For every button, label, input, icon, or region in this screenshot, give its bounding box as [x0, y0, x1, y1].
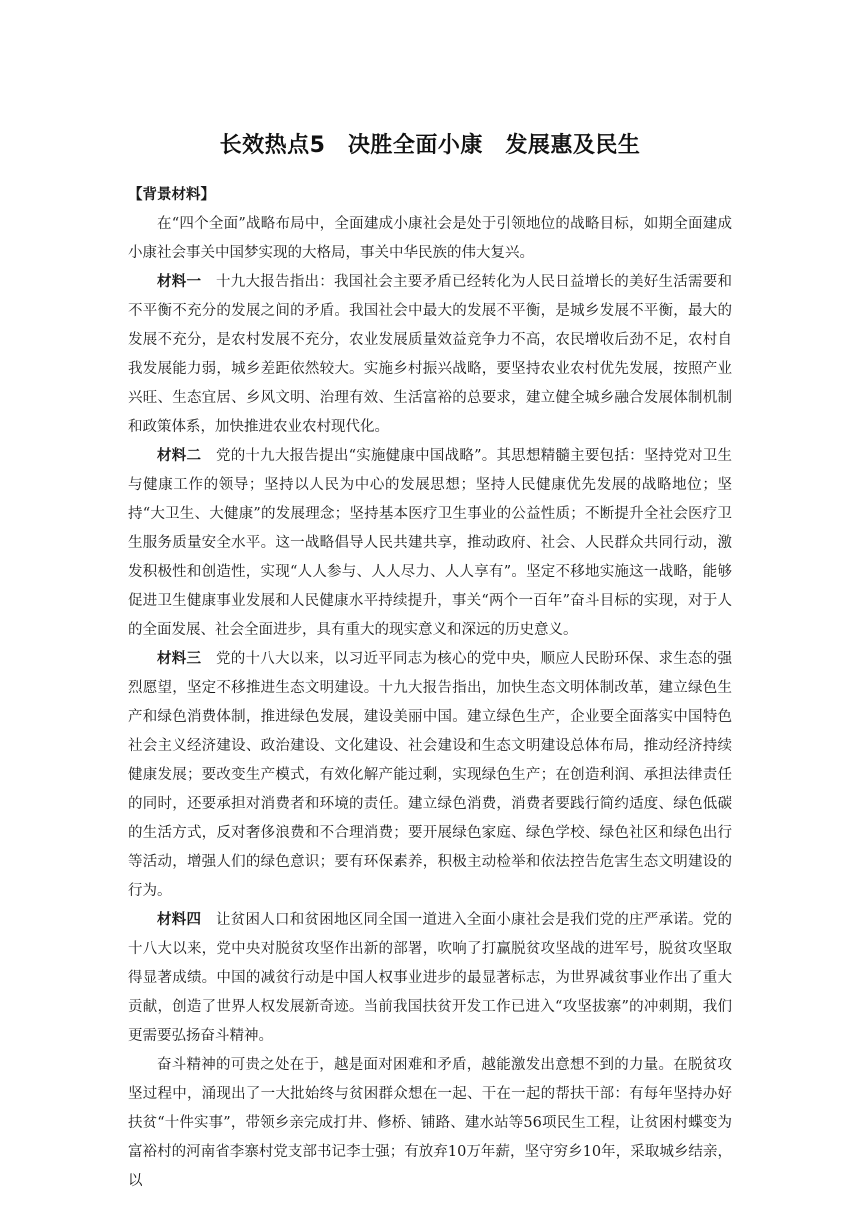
- material-label: 材料三: [157, 651, 216, 667]
- material-text: 党的十八大以来，以习近平同志为核心的党中央，顺应人民盼环保、求生态的强烈愿望，坚定不移推进生态文明建设。十九大报告指出，加快生态文明体制改革，建立绿色生产和绿色消费体制，推进绿色发展，建设美丽中国。建立绿色生产，企业要全面落实中国特色社会主义经济建设、政治建设、文化建设、社会建设和生态文明建设总体布局，推动经济持续健康发展；要改变生产模式，有效化解产能过剩，实现绿色生产；在创造利润、承担法律责任的同时，还要承担对消费者和环境的责任。建立绿色消费，消费者要践行简约适度、绿色低碳的生活方式，反对奢侈浪费和不合理消费；要开展绿色家庭、绿色学校、绿色社区和绿色出行等活动，增强人们的绿色意识；要有环保素养，积极主动检举和依法控告危害生态文明建设的行为。: [128, 651, 732, 899]
- page-title: 长效热点5 决胜全面小康 发展惠及民生: [219, 133, 641, 158]
- material-paragraph-4: [128, 906, 732, 1051]
- closing-paragraph: 奋斗精神的可贵之处在于，越是面对困难和矛盾，越能激发出意想不到的力量。在脱贫攻坚过程中，涌现出了一大批始终与贫困群众想在一起、干在一起的帮扶干部：有每年坚持办好扶贫“十件实事”，带领乡亲完成打井、修桥、铺路、建水站等56项民生工程，让贫困村蝶变为富裕村的河南省李寨村党支部书记李士强；有放弃10万年薪，坚守穷乡10年，采取城乡结亲，以: [128, 1057, 732, 1189]
- section-label: 【背景材料】: [128, 187, 215, 203]
- material-text: 十九大报告指出：我国社会主要矛盾已经转化为人民日益增长的美好生活需要和不平衡不充分的发展之间的矛盾。我国社会中最大的发展不平衡，是城乡发展不平衡，最大的发展不充分，是农村发展不充分，农业发展质量效益竞争力不高，农民增收后劲不足，农村自我发展能力弱，城乡差距依然较大。实施乡村振兴战略，要坚持农业农村优先发展，按照产业兴旺、生态宜居、乡风文明、治理有效、生活富裕的总要求，建立健全城乡融合发展体制机制和政策体系，加快推进农业农村现代化。: [128, 274, 732, 435]
- material-text: 让贫困人口和贫困地区同全国一道进入全面小康社会是我们党的庄严承诺。党的十八大以来，党中央对脱贫攻坚作出新的部署，吹响了打赢脱贫攻坚战的进军号，脱贫攻坚取得显著成绩。中国的减贫行动是中国人权事业进步的最显著标志，为世界减贫事业作出了重大贡献，创造了世界人权发展新奇迹。当前我国扶贫开发工作已进入“攻坚拔寨”的冲刺期，我们更需要弘扬奋斗精神。: [128, 912, 732, 1044]
- material-paragraph-2: [128, 442, 732, 645]
- material-text: 党的十九大报告提出“实施健康中国战略”。其思想精髓主要包括：坚持党对卫生与健康工作的领导；坚持以人民为中心的发展思想；坚持人民健康优先发展的战略地位；坚持“大卫生、大健康”的发展理念；坚持基本医疗卫生事业的公益性质；不断提升全社会医疗卫生服务质量安全水平。这一战略倡导人民共建共享，推动政府、社会、人民群众共同行动，激发积极性和创造性，实现“人人参与、人人尽力、人人享有”。坚定不移地实施这一战略，能够促进卫生健康事业发展和人民健康水平持续提升，事关“两个一百年”奋斗目标的实现，对于人的全面发展、社会全面进步，具有重大的现实意义和深远的历史意义。: [128, 448, 733, 638]
- material-paragraph-3: [128, 645, 732, 906]
- intro-paragraph: 在“四个全面”战略布局中，全面建成小康社会是处于引领地位的战略目标，如期全面建成小康社会事关中国梦实现的大格局，事关中华民族的伟大复兴。: [128, 216, 732, 261]
- material-paragraph-1: [128, 268, 732, 442]
- material-label: 材料二: [157, 448, 216, 464]
- material-label: 材料四: [157, 912, 216, 928]
- article-body: [128, 181, 732, 1196]
- material-label: 材料一: [157, 274, 216, 290]
